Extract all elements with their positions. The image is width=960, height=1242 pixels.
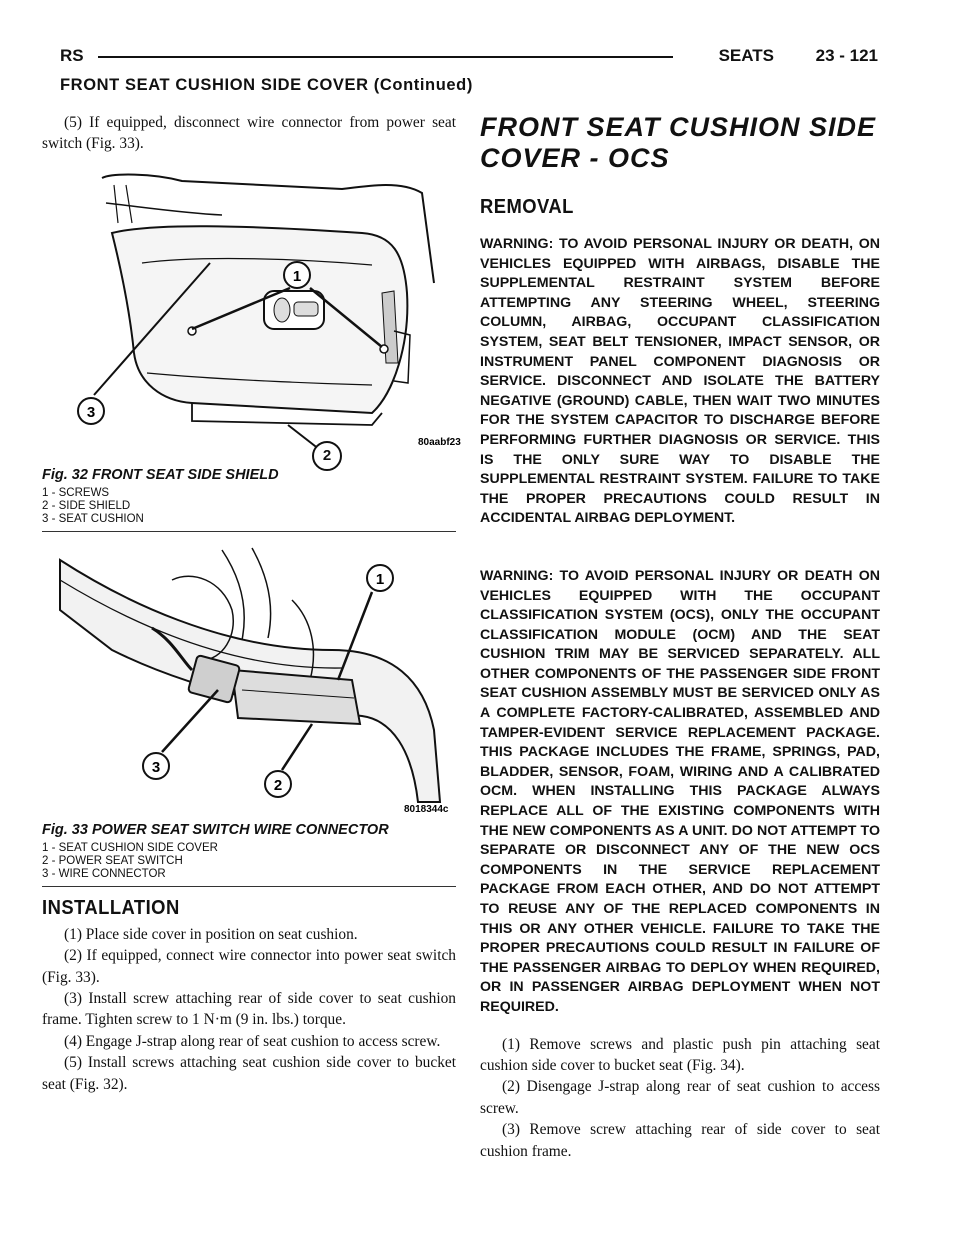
removal-step: (2) Disengage J-strap along rear of seat cushion to access screw. [480, 1078, 880, 1117]
running-header [60, 44, 878, 68]
legend-item: 2 - SIDE SHIELD [42, 499, 131, 512]
continued-title: FRONT SEAT CUSHION SIDE COVER (Continued) [60, 76, 473, 94]
installation-step: (3) Install screw attaching rear of side cover to seat cushion frame. Tighten screw to 1 N·m (9 in. lbs.) torque. [42, 990, 456, 1029]
fig32-callout-1: 1 [292, 267, 302, 285]
installation-steps [42, 924, 456, 1095]
fig32-legend [42, 487, 456, 526]
seat-side-shield-illustration [42, 163, 461, 453]
legend-item: 2 - POWER SEAT SWITCH [42, 854, 183, 867]
figure-divider [42, 531, 456, 532]
removal-heading: REMOVAL [480, 196, 574, 218]
installation-heading: INSTALLATION [42, 896, 180, 919]
removal-step: (1) Remove screws and plastic push pin attaching seat cushion side cover to bucket seat (Fig. 34). [480, 1035, 880, 1074]
right-column [480, 112, 880, 1162]
header-section: SEATS [718, 46, 774, 65]
fig33-callout-2: 2 [273, 776, 283, 794]
fig33-legend [42, 842, 456, 881]
header-rule [98, 56, 673, 58]
removal-steps [480, 1034, 880, 1162]
removal-step: (3) Remove screw attaching rear of side cover to seat cushion frame. [480, 1121, 880, 1160]
warning-srs: WARNING: TO AVOID PERSONAL INJURY OR DEATH, ON VEHICLES EQUIPPED WITH AIRBAGS, DISABLE THE SUPPLEMENTAL RESTRAINT SYSTEM BEFORE ATTEMPTING ANY STEERING WHEEL, STEERING COLUMN, AIRBAG, OCCUPANT CLASSIFICATION SYSTEM, SEAT BELT TENSIONER, IMPACT SENSOR, OR INSTRUMENT PANEL COMPONENT DIAGNOSIS OR SERVICE. DISCONNECT AND ISOLATE THE BATTERY NEGATIVE (GROUND) CABLE, THEN WAIT TWO MINUTES FOR THE SYSTEM CAPACITOR TO DISCHARGE BEFORE PERFORMING FURTHER DIAGNOSIS OR SERVICE. THIS IS THE ONLY SURE WAY TO DISABLE THE SUPPLEMENTAL RESTRAINT SYSTEM. FAILURE TO TAKE THE PROPER PRECAUTIONS COULD RESULT IN ACCIDENTAL AIRBAG DEPLOYMENT. [480, 236, 880, 527]
legend-item: 3 - SEAT CUSHION [42, 512, 144, 525]
fig33-callout-3: 3 [151, 758, 161, 776]
fig32-code: 80aabf23 [418, 436, 461, 448]
figure-33 [42, 540, 456, 887]
header-left: RS [60, 46, 84, 65]
warning-ocs: WARNING: TO AVOID PERSONAL INJURY OR DEATH ON VEHICLES EQUIPPED WITH THE OCCUPANT CLASSIFICATION SYSTEM (OCS), ONLY THE OCCUPANT CLASSIFICATION MODULE (OCM) AND THE SEAT CUSHION TRIM MAY BE SERVICED SEPARATELY. ALL OTHER COMPONENTS OF THE PASSENGER SIDE FRONT SEAT CUSHION ASSEMBLY MUST BE SERVICED ONLY AS A COMPLETE FACTORY-CALIBRATED, ASSEMBLED AND TAMPER-EVIDENT SERVICE REPLACEMENT PACKAGE. THIS PACKAGE INCLUDES THE FRAME, SPRINGS, PAD, BLADDER, SENSOR, FOAM, WIRING AND A CALIBRATED OCM. WHEN INSTALLING THIS PACKAGE ALWAYS REPLACE ALL OF THE EXISTING COMPONENTS WITH THE NEW COMPONENTS AS A UNIT. DO NOT ATTEMPT TO SEPARATE OR DISCONNECT ANY OF THE NEW OCS COMPONENTS IN THE SERVICE REPLACEMENT PACKAGE FROM EACH OTHER, AND DO NOT ATTEMPT TO REUSE ANY OF THE REPLACED COMPONENTS IN THIS OR ANY OTHER VEHICLE. FAILURE TO TAKE THE PROPER PRECAUTIONS COULD RESULT IN FAILURE OF THE PASSENGER AIRBAG TO DEPLOY WHEN REQUIRED, OR IN PASSENGER AIRBAG DEPLOYMENT WHEN NOT REQUIRED. [480, 567, 880, 1015]
switch-wire-connector-illustration [42, 540, 456, 818]
fig33-title: Fig. 33 POWER SEAT SWITCH WIRE CONNECTOR [42, 821, 389, 838]
legend-item: 1 - SEAT CUSHION SIDE COVER [42, 841, 218, 854]
installation-step: (1) Place side cover in position on seat cushion. [64, 925, 358, 943]
fig32-callout-2: 2 [312, 441, 342, 471]
fig32-title: Fig. 32 FRONT SEAT SIDE SHIELD [42, 466, 279, 483]
header-page-number: 23 - 121 [815, 46, 878, 65]
installation-step: (4) Engage J-strap along rear of seat cushion to access screw. [64, 1032, 441, 1050]
installation-step: (2) If equipped, connect wire connector into power seat switch (Fig. 33). [42, 947, 456, 986]
fig32-callout-3: 3 [86, 403, 96, 421]
left-column [42, 112, 461, 1095]
fig33-code: 8018344c [404, 803, 449, 815]
installation-step: (5) Install screws attaching seat cushion side cover to bucket seat (Fig. 32). [42, 1054, 456, 1093]
intro-step: (5) If equipped, disconnect wire connector from power seat switch (Fig. 33). [42, 114, 456, 153]
figure-32 [42, 163, 461, 532]
section-title: FRONT SEAT CUSHION SIDE COVER - OCS [480, 112, 877, 173]
fig33-callout-1: 1 [375, 570, 385, 588]
figure-divider [42, 886, 456, 887]
legend-item: 3 - WIRE CONNECTOR [42, 867, 166, 880]
legend-item: 1 - SCREWS [42, 486, 110, 499]
